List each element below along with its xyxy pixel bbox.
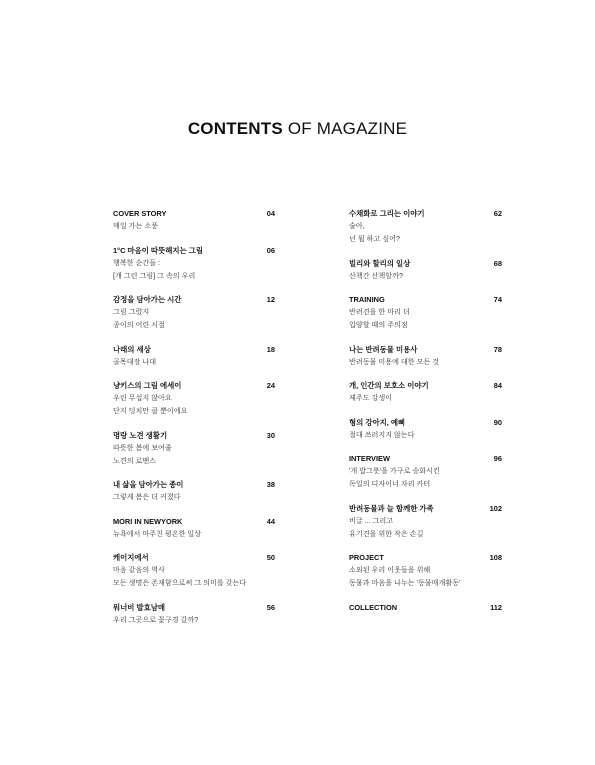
toc-entry-page-number: 108 <box>489 553 502 562</box>
toc-entry-subtitle: 넌 뭘 하고 싶어? <box>349 235 400 243</box>
toc-entry-subtitle: 따뜻한 봄에 보여줄 <box>113 443 172 452</box>
toc-entry[interactable] <box>349 416 502 442</box>
toc-entry-title: 워너비 발효남매 <box>113 602 166 612</box>
toc-entry-header <box>349 343 502 356</box>
toc-entry-page-number: 12 <box>266 295 275 304</box>
toc-entry-header <box>113 478 275 491</box>
toc-entry-header <box>349 293 502 306</box>
toc-entry-subtitle: 비글 ... 그리고 <box>349 516 394 525</box>
toc-entry-page-number: 18 <box>266 344 275 354</box>
toc-entry-title: 수채화로 그리는 이야기 <box>349 209 425 218</box>
toc-entry-subtitle: '개 밥그릇'을 가구로 승화시킨 <box>349 467 440 475</box>
toc-entry-spacer <box>349 491 502 502</box>
toc-entry-page-number: 44 <box>266 516 275 526</box>
toc-entry[interactable] <box>113 429 275 468</box>
toc-entry[interactable] <box>349 379 502 405</box>
toc-entry-title: TRAINING <box>349 295 385 304</box>
toc-entry-header <box>349 379 502 392</box>
toc-entry[interactable] <box>349 502 502 541</box>
toc-entry-spacer <box>349 541 502 552</box>
toc-entry-title: 냥키스의 그림 에세이 <box>113 381 182 390</box>
toc-entry[interactable] <box>113 601 275 627</box>
toc-entry-subtitle: 단지 덩치만 클 뿐이에요 <box>113 407 188 415</box>
toc-entry-spacer <box>113 332 275 343</box>
toc-entry-spacer <box>113 369 275 380</box>
toc-entry-title: COLLECTION <box>349 602 398 612</box>
toc-entry-subtitle: 유기견을 위한 작은 손길 <box>349 529 424 538</box>
toc-entry-title: MORI IN NEWYORK <box>113 516 183 526</box>
toc-entry-subtitle: 그렇게 봄은 더 커졌다 <box>113 493 181 501</box>
toc-entry-header <box>349 257 502 270</box>
toc-entry[interactable] <box>349 257 502 283</box>
toc-entry-spacer <box>113 541 275 552</box>
toc-entry[interactable] <box>349 601 502 614</box>
toc-entry-header <box>113 379 275 392</box>
toc-entry-title: COVER STORY <box>113 209 167 218</box>
page-title-strong: CONTENTS <box>187 119 283 138</box>
toc-entry-subtitle: 제주도 강생이 <box>349 394 393 402</box>
toc-entry-header <box>113 244 275 257</box>
toc-entry-subtitle: 매일 가는 소풍 <box>113 222 159 230</box>
toc-entry-spacer <box>349 283 502 294</box>
toc-entry-subtitle: 그림 그렸지 <box>113 308 150 316</box>
toc-entry-subtitle: 뉴욕에서 마주친 평온한 일상 <box>113 529 202 538</box>
toc-entry-page-number: 30 <box>266 430 275 440</box>
page-title <box>0 119 595 139</box>
toc-entry[interactable] <box>349 207 502 246</box>
toc-entry-title: 빌리와 할리의 일상 <box>349 258 411 268</box>
toc-entry-header <box>113 343 275 356</box>
toc-entry-header <box>113 515 275 528</box>
toc-entry-page-number: 74 <box>493 295 502 304</box>
toc-entry[interactable] <box>113 293 275 332</box>
toc-entry-spacer <box>349 405 502 416</box>
toc-entry[interactable] <box>113 379 275 418</box>
toc-entry-title: 감정을 담아가는 시간 <box>113 295 182 304</box>
toc-entry-header <box>113 429 275 442</box>
toc-entry-page-number: 84 <box>493 381 502 390</box>
toc-entry-header <box>349 502 502 515</box>
toc-entry-subtitle: 우린 무섭지 않아요 <box>113 394 172 402</box>
toc-entry-spacer <box>113 418 275 429</box>
toc-entry-header <box>349 601 502 614</box>
toc-entry-header <box>113 601 275 614</box>
toc-entry-spacer <box>113 233 275 244</box>
toc-entry-header <box>349 416 502 429</box>
toc-entry-subtitle: 행복한 순간들 : <box>113 258 161 267</box>
toc-entry-title: 반려동물과 늘 함께한 가족 <box>349 503 434 513</box>
toc-entry-spacer <box>113 504 275 515</box>
toc-entry[interactable] <box>349 551 502 590</box>
toc-entry-subtitle: 우리 그곳으로 꽃구경 갈까? <box>113 615 199 624</box>
toc-entry[interactable] <box>349 293 502 332</box>
toc-entry[interactable] <box>349 343 502 369</box>
toc-entry-page-number: 112 <box>490 602 502 612</box>
toc-entry-title: 1°C 마음이 따뜻해지는 그림 <box>113 245 203 255</box>
toc-entry-subtitle: [개 그린 그림] 그 속의 우리 <box>113 271 196 280</box>
toc-entry-header <box>113 293 275 306</box>
toc-entry[interactable] <box>113 244 275 283</box>
toc-entry[interactable] <box>113 478 275 504</box>
toc-entry-header <box>349 551 502 564</box>
toc-entry-page-number: 62 <box>493 209 502 218</box>
toc-entry-page-number: 68 <box>493 258 502 268</box>
toc-entry-page-number: 102 <box>489 503 502 513</box>
toc-entry-subtitle: 반려동물 미용에 대한 모든 것 <box>349 357 440 366</box>
toc-entry-subtitle: 모든 생명은 존재함으로써 그 의미를 갖는다 <box>113 579 247 587</box>
toc-entry-spacer <box>113 590 275 601</box>
toc-entry-page-number: 56 <box>266 602 275 612</box>
toc-entry-title: 개, 인간의 보호소 이야기 <box>349 381 429 390</box>
toc-entry-page-number: 96 <box>493 454 502 463</box>
toc-entry-page-number: 24 <box>266 381 275 390</box>
toc-entry-page-number: 78 <box>493 344 502 354</box>
toc-entry-title: 케이지에서 <box>113 553 149 562</box>
toc-entry-page-number: 90 <box>493 417 502 427</box>
toc-entry-spacer <box>349 332 502 343</box>
toc-entry-spacer <box>349 369 502 380</box>
toc-entry-spacer <box>349 614 502 625</box>
toc-entry-subtitle: 산책간 산책할까? <box>349 271 403 280</box>
toc-entry-header <box>349 207 502 220</box>
toc-entry-subtitle: 술아, <box>349 222 365 230</box>
toc-entry[interactable] <box>349 452 502 491</box>
toc-entry-subtitle: 마음 같음의 역사 <box>113 566 165 574</box>
toc-entry-title: INTERVIEW <box>349 454 390 463</box>
toc-entry-spacer <box>113 627 275 638</box>
toc-entry-title: 명랑 노견 생활기 <box>113 430 168 440</box>
toc-entry-page-number: 04 <box>266 209 275 218</box>
toc-entry-spacer <box>113 283 275 294</box>
toc-entry-subtitle: 동물과 마음을 나누는 '동물매개활동' <box>349 579 461 587</box>
toc-entry-page-number: 38 <box>266 480 275 489</box>
toc-entry-spacer <box>349 590 502 601</box>
toc-entry-title: PROJECT <box>349 553 384 562</box>
toc-entry-title: 나래의 세상 <box>113 344 151 354</box>
toc-entry[interactable] <box>113 551 275 590</box>
toc-entry-header <box>113 551 275 564</box>
toc-entry[interactable] <box>113 207 275 233</box>
toc-entry-subtitle: 입양할 때의 주의점 <box>349 321 408 329</box>
toc-left-column <box>113 207 275 637</box>
toc-entry[interactable] <box>113 515 275 541</box>
toc-entry-page-number: 50 <box>266 553 275 562</box>
toc-entry-subtitle: 절대 쓰러지지 않는다 <box>349 430 415 439</box>
toc-entry-title: 내 삶을 담아가는 종이 <box>113 480 184 489</box>
toc-entry-subtitle: 골목대장 나대 <box>113 357 157 366</box>
toc-entry-spacer <box>113 468 275 479</box>
toc-entry[interactable] <box>113 343 275 369</box>
toc-entry-header <box>349 452 502 465</box>
toc-entry-page-number: 06 <box>266 245 275 255</box>
page-title-light: OF MAGAZINE <box>282 119 408 138</box>
toc-entry-subtitle: 반려견을 한 마리 더 <box>349 308 410 316</box>
toc-entry-spacer <box>349 246 502 257</box>
toc-entry-subtitle: 노견의 로맨스 <box>113 456 157 465</box>
toc-entry-subtitle: 종이의 어린 시절 <box>113 321 165 329</box>
toc-entry-header <box>113 207 275 220</box>
toc-right-column <box>349 207 502 624</box>
toc-entry-spacer <box>349 442 502 453</box>
toc-entry-subtitle: 소외된 우리 이웃들을 위해 <box>349 566 431 574</box>
toc-entry-title: 형의 강아지, 예삐 <box>349 417 406 427</box>
toc-entry-title: 나는 반려동물 미용사 <box>349 344 418 354</box>
toc-entry-subtitle: 독일의 디자이너 자리 카터 <box>349 480 431 488</box>
